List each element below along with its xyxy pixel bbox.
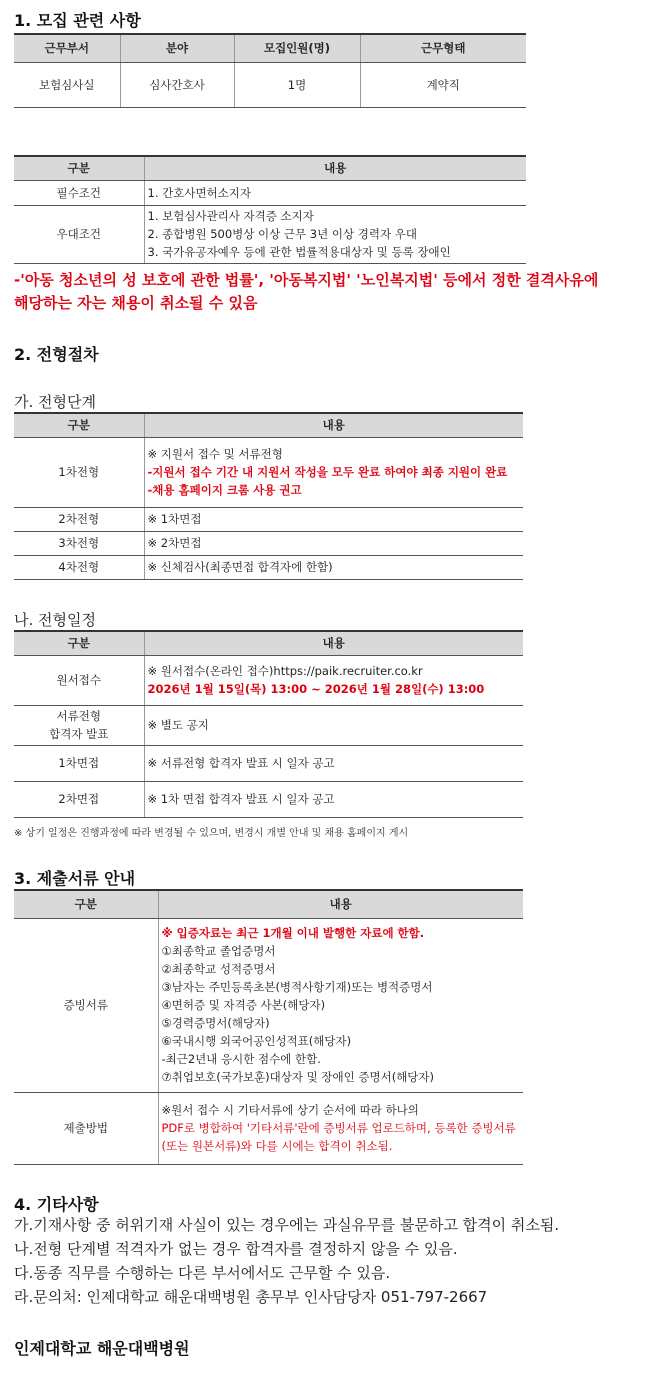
method-label: 제출방법	[14, 1092, 158, 1164]
schedule-content	[144, 781, 523, 817]
schedule-line: ※ 원서접수(온라인 접수)https://paik.recruiter.co.kr	[147, 664, 423, 678]
required-label: 필수조건	[14, 180, 144, 205]
hospital-name: 인제대학교 해운대백병원	[14, 1339, 190, 1358]
schedule-line: ※ 1차 면접 합격자 발표 시 일자 공고	[147, 792, 335, 806]
preferred-content	[144, 205, 526, 263]
stage-content	[144, 531, 523, 555]
warning-line: 해당하는 자는 채용이 취소될 수 있음	[14, 294, 258, 312]
schedule-content	[144, 705, 523, 745]
stage-line: -지원서 접수 기간 내 지원서 작성을 모두 완료 하여야 최종 지원이 완료	[147, 465, 508, 479]
stage-label: 4차전형	[14, 555, 144, 579]
schedule-label-line: 2차면접	[58, 792, 100, 806]
cell-employment-type: 계약직	[360, 62, 526, 107]
schedule-label-line: 합격자 발표	[49, 727, 109, 741]
documents-label: 증빙서류	[14, 918, 158, 1092]
recruit-table	[14, 33, 526, 108]
preferred-label: 우대조건	[14, 205, 144, 263]
documents-content	[158, 918, 523, 1092]
schedule-label	[14, 655, 144, 705]
stage-line: ※ 지원서 접수 및 서류전형	[147, 447, 283, 461]
header-content: 내용	[144, 156, 526, 180]
etc-list	[14, 1213, 559, 1309]
documents-line: ④면허증 및 자격증 사본(해당자)	[161, 998, 326, 1012]
section-3-title: 3. 제출서류 안내	[14, 869, 136, 888]
header-category: 구분	[14, 413, 144, 437]
stage-line: ※ 1차면접	[147, 512, 202, 526]
stage-line: ※ 신체검사(최종면접 합격자에 한함)	[147, 560, 333, 574]
schedule-label-line: 서류전형	[56, 709, 101, 723]
section-1-title: 1. 모집 관련 사항	[14, 11, 141, 30]
preferred-line: 3. 국가유공자예우 등에 관한 법률적용대상자 및 등록 장애인	[147, 245, 451, 259]
stage-content	[144, 507, 523, 531]
etc-item: 다.동종 직무를 수행하는 다른 부서에서도 근무할 수 있음.	[14, 1264, 391, 1282]
etc-item: 라.문의처: 인제대학교 해운대백병원 총무부 인사담당자 051-797-2667	[14, 1288, 488, 1306]
schedule-content	[144, 655, 523, 705]
header-department: 근무부서	[14, 34, 120, 62]
stage-table	[14, 412, 523, 580]
application-period: 2026년 1월 15일(목) 13:00 ~ 2026년 1월 28일(수) 13:00	[147, 682, 485, 696]
header-content: 내용	[144, 631, 523, 655]
stage-label: 2차전형	[14, 507, 144, 531]
schedule-label-line: 원서접수	[56, 673, 101, 687]
header-employment-type: 근무형태	[360, 34, 526, 62]
preferred-line: 1. 보험심사관리사 자격증 소지자	[147, 209, 314, 223]
method-content	[158, 1092, 523, 1164]
documents-line: ※ 입증자료는 최근 1개월 이내 발행한 자료에 한함.	[161, 926, 425, 940]
schedule-subtitle: 나. 전형일정	[14, 611, 96, 629]
cell-department: 보험심사실	[14, 62, 120, 107]
documents-line: ⑤경력증명서(해당자)	[161, 1016, 270, 1030]
method-line: PDF로 병합하여 '기타서류'란에 증빙서류 업로드하며, 등록한 증빙서류	[161, 1121, 516, 1135]
documents-line: ⑦취업보호(국가보훈)대상자 및 장애인 증명서(해당자)	[161, 1070, 435, 1084]
stage-label: 3차전형	[14, 531, 144, 555]
method-line: ※원서 접수 시 기타서류에 상기 순서에 따라 하나의	[161, 1103, 419, 1117]
schedule-label	[14, 705, 144, 745]
etc-item: 나.전형 단계별 적격자가 없는 경우 합격자를 결정하지 않을 수 있음.	[14, 1240, 458, 1258]
header-content: 내용	[144, 413, 523, 437]
warning-line: -'아동 청소년의 성 보호에 관한 법률', '아동복지법' '노인복지법' 등에서 정한 결격사유에	[14, 271, 599, 289]
stage-subtitle: 가. 전형단계	[14, 393, 96, 411]
stage-content	[144, 555, 523, 579]
schedule-note: ※ 상기 일정은 진행과정에 따라 변경될 수 있으며, 변경시 개별 안내 및 채용 홈페이지 게시	[14, 828, 409, 839]
schedule-label-line: 1차면접	[58, 756, 100, 770]
documents-line: ②최종학교 성적증명서	[161, 962, 276, 976]
required-line: 1. 간호사면허소지자	[147, 185, 251, 200]
disqualification-warning	[14, 269, 598, 315]
section-4-title: 4. 기타사항	[14, 1195, 99, 1214]
etc-item: 가.기재사항 중 허위기재 사실이 있는 경우에는 과실유무를 불문하고 합격이 취소됨.	[14, 1216, 560, 1234]
documents-line: ③남자는 주민등록초본(병적사항기재)또는 병적증명서	[161, 980, 433, 994]
stage-label: 1차전형	[14, 437, 144, 507]
cell-headcount: 1명	[234, 62, 360, 107]
documents-line: ①최종학교 졸업증명서	[161, 944, 276, 958]
header-category: 구분	[14, 156, 144, 180]
section-2-title: 2. 전형절차	[14, 345, 99, 364]
stage-content	[144, 437, 523, 507]
documents-line: ⑥국내시행 외국어공인성적표(해당자)	[161, 1034, 352, 1048]
preferred-line: 2. 종합병원 500병상 이상 근무 3년 이상 경력자 우대	[147, 227, 417, 241]
stage-line: ※ 2차면접	[147, 536, 202, 550]
method-line: (또는 원본서류)와 다를 시에는 합격이 취소됨.	[161, 1139, 393, 1153]
qualification-table	[14, 155, 526, 264]
documents-table	[14, 889, 523, 1165]
header-content: 내용	[158, 890, 523, 918]
schedule-line: ※ 서류전형 합격자 발표 시 일자 공고	[147, 756, 335, 770]
header-field: 분야	[120, 34, 234, 62]
schedule-content	[144, 745, 523, 781]
schedule-line: ※ 별도 공지	[147, 718, 209, 732]
schedule-label	[14, 745, 144, 781]
schedule-label	[14, 781, 144, 817]
header-category: 구분	[14, 631, 144, 655]
cell-field: 심사간호사	[120, 62, 234, 107]
schedule-table	[14, 630, 523, 818]
header-headcount: 모집인원(명)	[234, 34, 360, 62]
documents-line: -최근2년내 응시한 점수에 한함.	[161, 1052, 321, 1066]
required-content	[144, 180, 526, 205]
header-category: 구분	[14, 890, 158, 918]
stage-line: -채용 홈페이지 크롬 사용 권고	[147, 483, 302, 497]
